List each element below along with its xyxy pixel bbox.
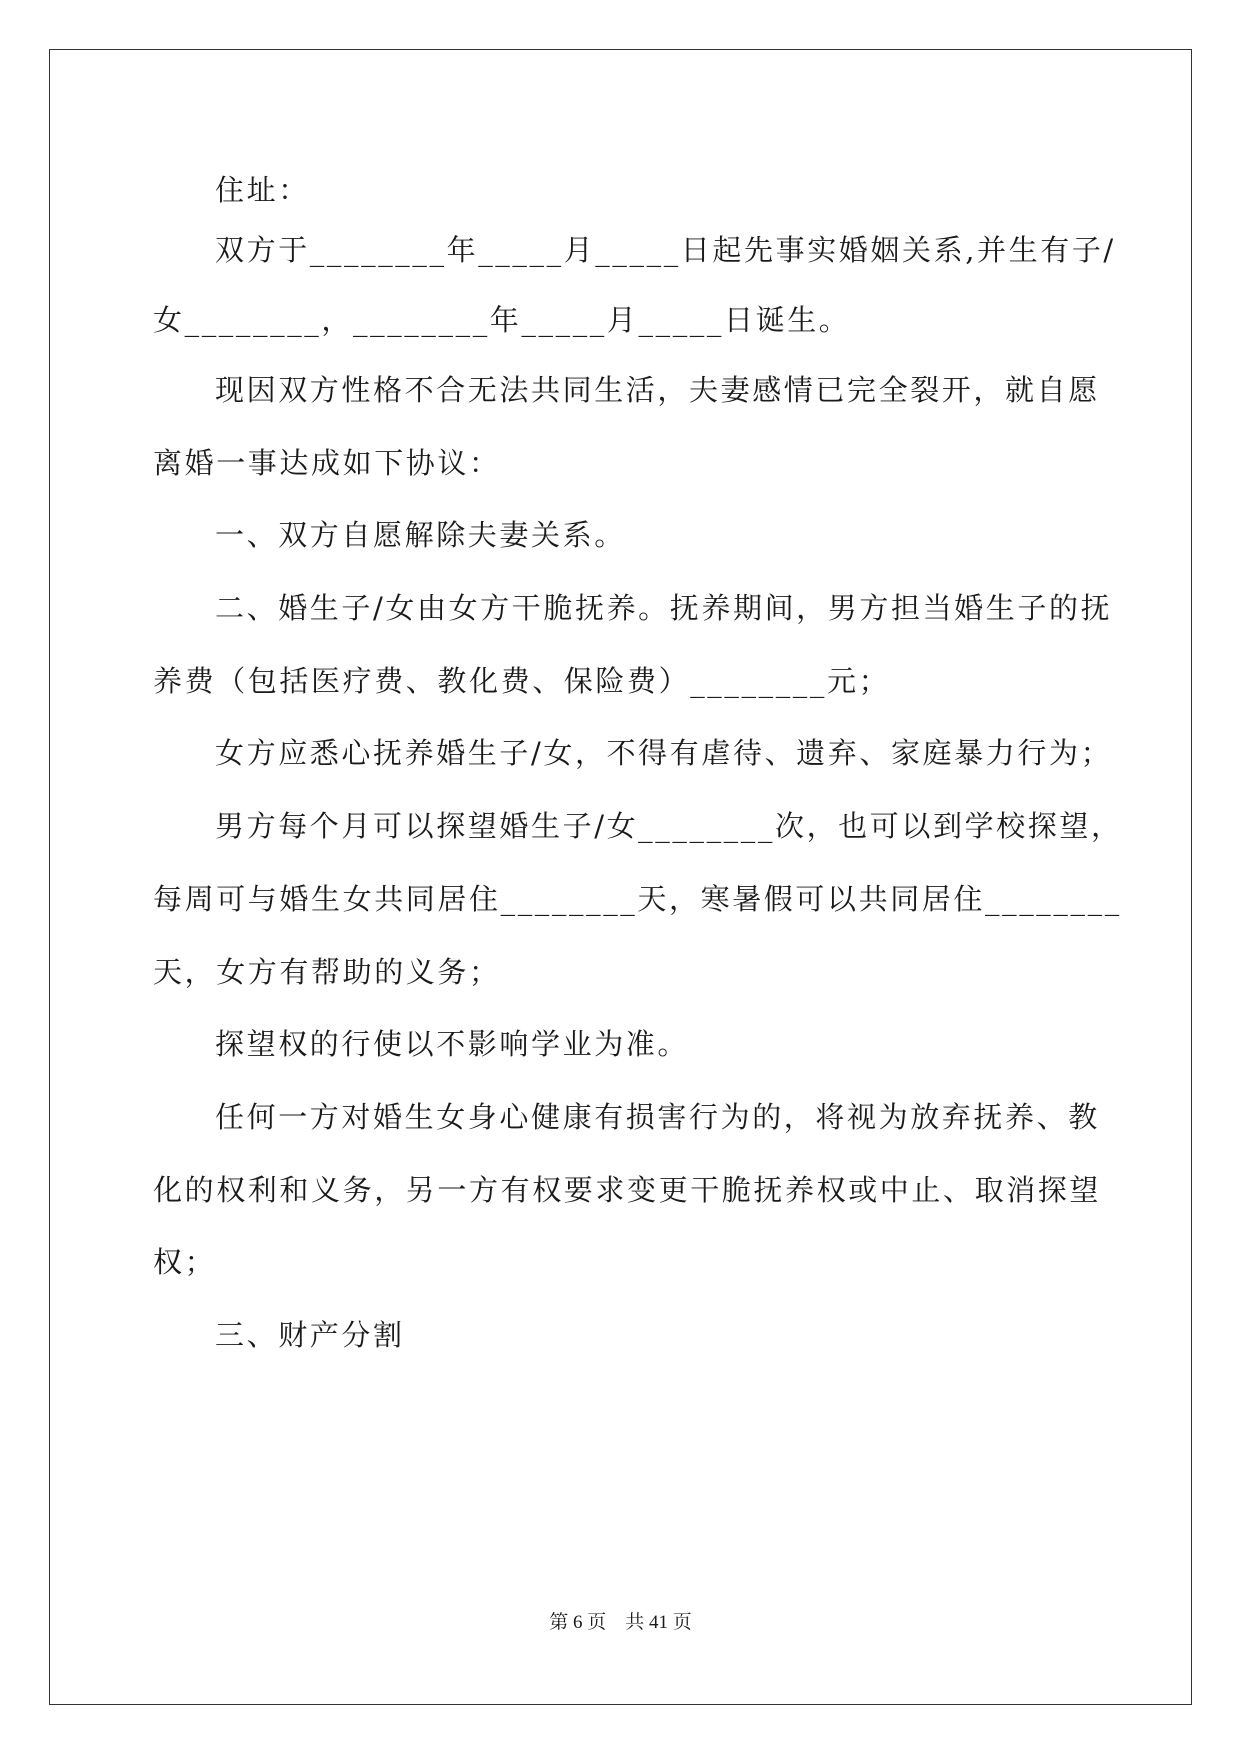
clause-three-heading: 三、财产分割 bbox=[215, 1318, 405, 1352]
paragraph-visitation-cont: 每周可与婚生女共同居住________天，寒暑假可以共同居住________ bbox=[153, 882, 1122, 916]
page-border bbox=[49, 49, 1192, 1705]
clause-two-cont: 养费（包括医疗费、教化费、保险费）________元； bbox=[153, 664, 891, 698]
paragraph-mother-duty: 女方应悉心抚养婚生子/女，不得有虐待、遗弃、家庭暴力行为； bbox=[215, 736, 1113, 770]
paragraph-reason: 现因双方性格不合无法共同生活，夫妻感情已完全裂开，就自愿 bbox=[215, 373, 1100, 407]
paragraph-harm-cont: 化的权利和义务，另一方有权要求变更干脆抚养权或中止、取消探望 bbox=[153, 1173, 1102, 1207]
paragraph-visitation-rule: 探望权的行使以不影响学业为准。 bbox=[215, 1027, 690, 1061]
paragraph-child-birth: 女________，________年_____月_____日诞生。 bbox=[153, 303, 851, 337]
paragraph-harm: 任何一方对婚生女身心健康有损害行为的，将视为放弃抚养、教 bbox=[215, 1100, 1100, 1134]
paragraph-marriage-date: 双方于________年_____月_____日起先事实婚姻关系,并生有子/ bbox=[215, 233, 1116, 267]
clause-one: 一、双方自愿解除夫妻关系。 bbox=[215, 518, 626, 552]
paragraph-address: 住址： bbox=[215, 173, 310, 207]
page-number-label: 第 6 页 共 41 页 bbox=[549, 1612, 692, 1633]
paragraph-reason-cont: 离婚一事达成如下协议： bbox=[153, 446, 501, 480]
paragraph-visitation-end: 天，女方有帮助的义务； bbox=[153, 955, 501, 989]
paragraph-visitation: 男方每个月可以探望婚生子/女________次，也可以到学校探望， bbox=[215, 809, 1123, 843]
paragraph-harm-end: 权； bbox=[153, 1245, 217, 1279]
page-footer bbox=[0, 1610, 1241, 1636]
clause-two: 二、婚生子/女由女方干脆抚养。抚养期间，男方担当婚生子的抚 bbox=[215, 591, 1113, 625]
